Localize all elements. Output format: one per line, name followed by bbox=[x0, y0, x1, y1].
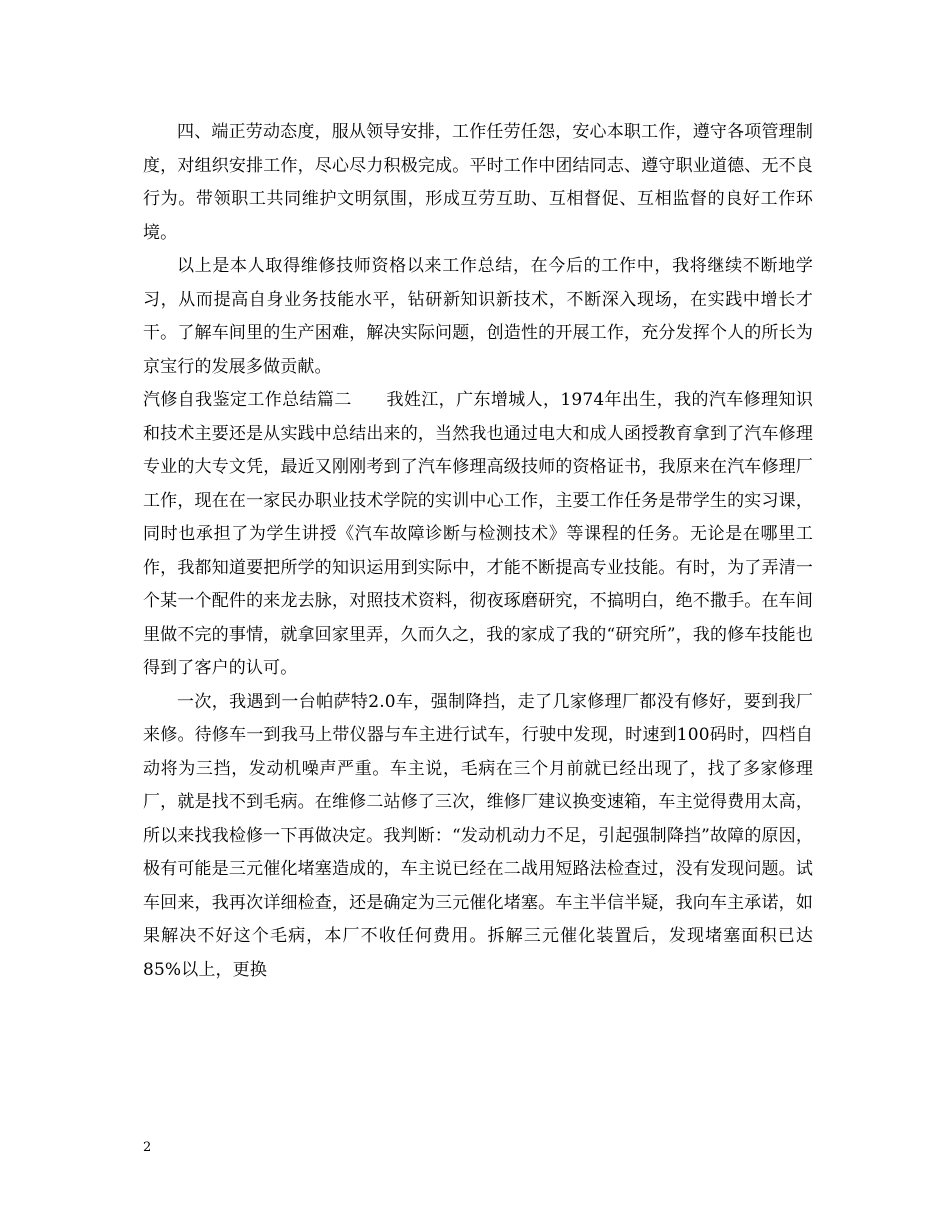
paragraph-part-two-intro: 汽修自我鉴定工作总结篇二 我姓江，广东增城人，1974年出生，我的汽车修理知识和技术主要还是从实践中总结出来的，当然我也通过电大和成人函授教育拿到了汽车修理专业的大专文凭，最近又刚刚考到了汽车修理高级技师的资格证书，我原来在汽车修理厂工作，现在在一家民办职业技术学院的实训中心工作，主要工作任务是带学生的实习课，同时也承担了为学生讲授《汽车故障诊断与检测技术》等课程的任务。无论是在哪里工作，我都知道要把所学的知识运用到实际中，才能不断提高专业技能。有时，为了弄清一个某一个配件的来龙去脉，对照技术资料，彻夜琢磨研究，不搞明白，绝不撒手。在车间里做不完的事情，就拿回家里弄，久而久之，我的家成了我的“研究所”，我的修车技能也得到了客户的认可。 bbox=[143, 390, 813, 678]
paragraph-work-attitude: 四、端正劳动态度，服从领导安排，工作任劳任怨，安心本职工作，遵守各项管理制度，对组织安排工作，尽心尽力积极完成。平时工作中团结同志、遵守职业道德、无不良行为。带领职工共同维护文明氛围，形成互劳互助、互相督促、互相监督的良好工作环境。 bbox=[143, 122, 813, 243]
body-text bbox=[143, 116, 813, 987]
paragraph-summary-conclusion: 以上是本人取得维修技师资格以来工作总结，在今后的工作中，我将继续不断地学习，从而提高自身业务技能水平，钻研新知识新技术，不断深入现场，在实践中增长才干。了解车间里的生产困难，解决实际问题，创造性的开展工作，充分发挥个人的所长为京宝行的发展多做贡献。 bbox=[143, 256, 813, 377]
page-number: 2 bbox=[143, 1140, 152, 1155]
paragraph-passat-case: 一次，我遇到一台帕萨特2.0车，强制降挡，走了几家修理厂都没有修好，要到我厂来修。待修车一到我马上带仪器与车主进行试车，行驶中发现，时速到100码时，四档自动将为三挡，发动机噪声严重。车主说，毛病在三个月前就已经出现了，找了多家修理厂，就是找不到毛病。在维修二站修了三次，维修厂建议换变速箱，车主觉得费用太高，所以来找我检修一下再做决定。我判断：“发动机动力不足，引起强制降挡”故障的原因，极有可能是三元催化堵塞造成的，车主说已经在二战用短路法检查过，没有发现问题。试车回来，我再次详细检查，还是确定为三元催化堵塞。车主半信半疑，我向车主承诺，如果解决不好这个毛病，本厂不收任何费用。拆解三元催化装置后，发现堵塞面积已达85%以上，更换 bbox=[143, 691, 813, 980]
